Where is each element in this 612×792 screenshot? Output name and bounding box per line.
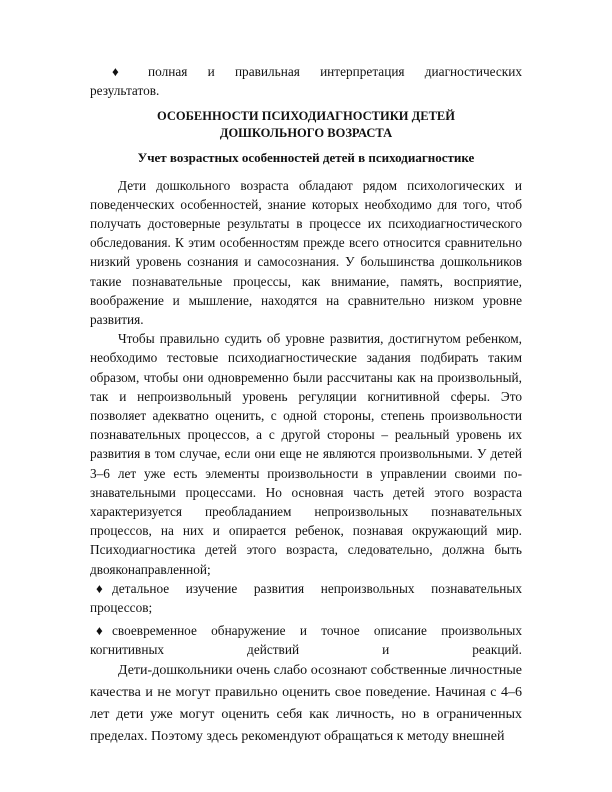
bullet-item-interpretation xyxy=(90,62,522,81)
paragraph-2: Чтобы правильно судить об уровне развития, достигнутом ребенком, необходимо тестовые психодиагностические задания подбирать таким образом, чтобы они одновременно были рассчитаны как на произвольный, так и непроизвольный уровень регуляции когнитивной сферы. Это позволяет адекватно оценить, с одной стороны, степень произвольности познавательных процессов, а с другой стороны – реальный уровень их развития в том случае, если они еще не являются произвольными. У детей 3–6 лет уже есть элементы произвольности в управлении своими по-знавательными процессами. Но основная часть детей этого возраста характеризуется преобладанием непроизвольных познавательных процессов, на них и опирается ребенок, познавая окружающий мир. Психодиагностика детей этого возраста, следовательно, должна быть двояконаправленной; xyxy=(90,331,522,577)
paragraph-3: Дети-дошкольники очень слабо осознают собственные личностные качества и не могут правильно оценить свое поведение. Начиная с 4–6 лет дети уже могут оценить себя как личность, но в ограниченных пределах. Поэтому здесь рекомендуют обращаться к методу внешней xyxy=(90,662,522,744)
bullet-text: полная и правильная интерпретация диагностических xyxy=(148,64,522,79)
bullet-continuation: когнитивных действий и реакций. xyxy=(90,642,522,658)
section-heading xyxy=(90,108,522,142)
bullet-continuation: результатов. xyxy=(90,83,160,99)
subheading: Учет возрастных особенностей детей в психодиагностике xyxy=(137,150,475,166)
bullet-text: детальное изучение развития непроизвольных познавательных процессов; xyxy=(90,580,522,616)
bullet-text: своевременное обнаружение и точное описание произвольных xyxy=(112,623,522,639)
diamond-bullet-icon: ♦ xyxy=(96,580,103,596)
paragraph-1: Дети дошкольного возраста обладают рядом психологических и поведенческих особенностей, знание которых необходимо для того, чтоб получать достоверные результаты в процессе их психодиагностического обследования. К этим особенностям прежде всего относится сравнительно низкий уровень сознания и самосознания. У большинства дошкольников такие познавательные процессы, как внимание, память, восприятие, воображение и мышление, находятся на сравнительно низком уровне развития. xyxy=(90,177,522,328)
heading-line-1: ОСОБЕННОСТИ ПСИХОДИАГНОСТИКИ ДЕТЕЙ xyxy=(157,109,455,124)
diamond-bullet-icon: ♦ xyxy=(112,64,119,79)
heading-line-2: ДОШКОЛЬНОГО ВОЗРАСТА xyxy=(219,126,393,141)
diamond-bullet-icon: ♦ xyxy=(96,623,103,639)
document-page xyxy=(90,62,522,748)
bullet-item-voluntary xyxy=(90,621,522,640)
bullet-item-involuntary xyxy=(90,579,522,617)
